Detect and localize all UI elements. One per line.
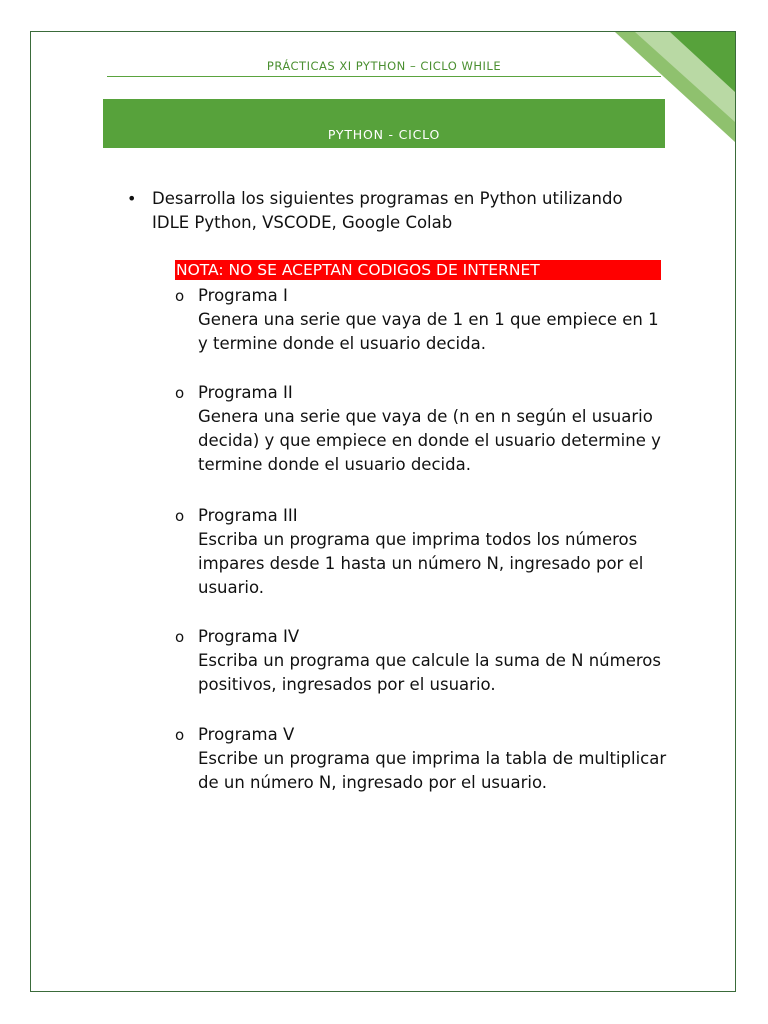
program-title: Programa I — [198, 286, 288, 305]
program-title: Programa II — [198, 383, 293, 402]
program-description: Genera una serie que vaya de 1 en 1 que empiece en 1 y termine donde el usuario decida. — [198, 310, 659, 353]
program-description: Genera una serie que vaya de (n en n según el usuario decida) y que empiece en donde el usuario determine y termine donde el usuario decida. — [198, 407, 661, 474]
program-description: Escriba un programa que calcule la suma de N números positivos, ingresados por el usuario. — [198, 651, 661, 694]
list-marker: o — [175, 726, 185, 744]
section-banner — [103, 99, 665, 148]
header-divider — [107, 76, 661, 77]
list-marker: o — [175, 287, 185, 305]
note-highlight: NOTA: NO SE ACEPTAN CODIGOS DE INTERNET — [175, 260, 661, 280]
program-title: Programa V — [198, 725, 295, 744]
document-page — [30, 31, 736, 992]
intro-text: Desarrolla los siguientes programas en Python utilizando IDLE Python, VSCODE, Google Colab — [152, 189, 623, 232]
program-title: Programa III — [198, 506, 298, 525]
program-description: Escriba un programa que imprima todos los números impares desde 1 hasta un número N, ingresado por el usuario. — [198, 530, 644, 597]
bullet-marker: • — [127, 189, 137, 208]
program-description: Escribe un programa que imprima la tabla de multiplicar de un número N, ingresado por el usuario. — [198, 749, 667, 792]
program-title: Programa IV — [198, 627, 300, 646]
list-marker: o — [175, 507, 185, 525]
list-marker: o — [175, 384, 185, 402]
banner-title: PYTHON - CICLO — [327, 127, 441, 142]
list-marker: o — [175, 628, 185, 646]
header-title: PRÁCTICAS XI PYTHON – CICLO WHILE — [266, 59, 502, 73]
